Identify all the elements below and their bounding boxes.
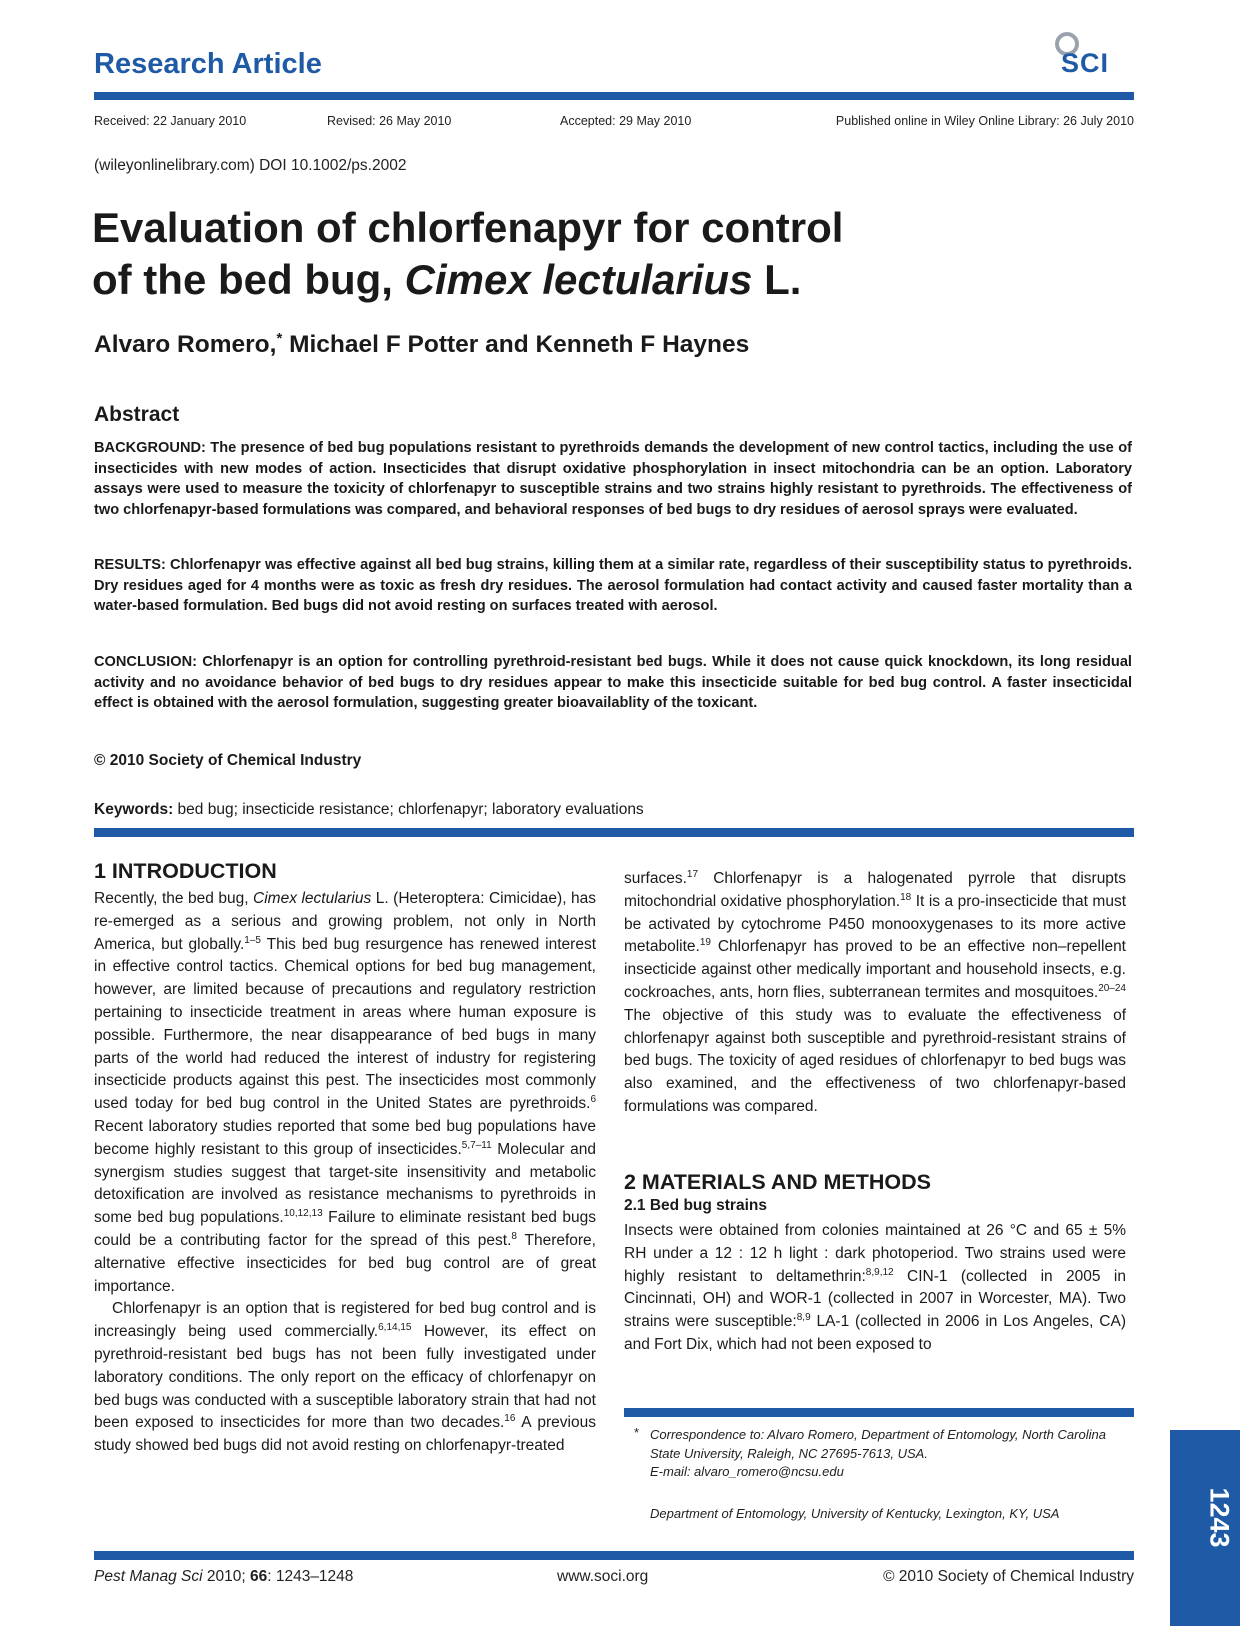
article-type-label: Research Article [94,48,322,80]
keywords-text: bed bug; insecticide resistance; chlorfenapyr; laboratory evaluations [173,801,644,818]
sci-logo [1052,30,1122,82]
abstract-conclusion: CONCLUSION: Chlorfenapyr is an option for controlling pyrethroid-resistant bed bugs. While it does not cause quick knockdown, its long residual activity and no avoidance behavior of bed bugs to dry residues appear to make this insecticide suitable for bed bug control. A faster insecticidal effect is obtained with the aerosol formulation, suggesting greater bioavailablity of the toxicant. [94,654,1132,711]
footnote-marker: * [634,1425,640,1440]
correspondence-text: Correspondence to: Alvaro Romero, Department of Entomology, North Carolina State University, Raleigh, NC 27695-7613, USA. [650,1427,1106,1461]
author-list [94,331,749,359]
page-number-tab [1170,1430,1240,1626]
title-prefix: of the bed bug, [92,256,405,303]
abstract-rule [94,828,1134,837]
author-first: Alvaro Romero, [94,331,277,358]
received-date: Received: 22 January 2010 [94,114,247,128]
affiliation-note: Department of Entomology, University of Kentucky, Lexington, KY, USA [650,1506,1060,1521]
keywords-line [94,801,644,819]
revised-date: Revised: 26 May 2010 [327,114,452,128]
abstract-heading: Abstract [94,403,180,426]
title-species: Cimex lectularius [404,256,753,303]
paper-title [92,202,1092,306]
left-column [94,888,596,1458]
footer-rule [94,1551,1134,1560]
abstract-results: RESULTS: Chlorfenapyr was effective against all bed bug strains, killing them at a similar rate, regardless of their susceptibility status to pyrethroids. Dry residues aged for 4 months were as toxic as fresh dry residues. The aerosol formulation had contact activity and caused faster mortality than a water-based formulation. Bed bugs did not avoid resting on surfaces treated with aerosol. [94,557,1132,614]
intro-paragraph-2: Chlorfenapyr is an option that is registered for bed bug control and is increasingly being used commercially.$^{6,14,15}$ However, its effect on pyrethroid-resistant bed bugs has not been fully investigated under laboratory conditions. The only report on the efficacy of chlorfenapyr on bed bugs was conducted with a susceptible laboratory strain that had not been exposed to insecticides for more than two decades.$^{16}$ A previous study showed bed bugs did not avoid resting on chlorfenapyr-treated [94,1300,596,1455]
correspondence-mark: * [276,329,283,347]
intro-paragraph-1: Recently, the bed bug, Cimex lectularius L. (Heteroptera: Cimicidae), has re-emerged as a serious and growing problem, not only in North America, but globally.$^{1-5}$ This bed bug resurgence has renewed interest in effective control tactics. Chemical options for bed bug management, however, are limited because of precautions and regulatory restriction pertaining to insecticide treatment in areas where human exposure is possible. Furthermore, the near disappearance of bed bugs in many parts of the world had reduced the interest of industry for registering insecticide products against this pest. The insecticides most commonly used today for bed bug control in the United States are pyrethroids.$^6$ Recent laboratory studies reported that some bed bug populations have become highly resistant to this group of insecticides.$^{5,7-11}$ Molecular and synergism studies suggest that target-site insensitivity and metabolic detoxification are involved as resistance mechanisms to pyrethroids in some bed bug populations.$^{10,12,13}$ Failure to eliminate resistant bed bugs could be a contributing factor for the spread of this pest.$^8$ Therefore, alternative effective insecticides for bed bug control are of great importance. [94,890,596,1295]
published-date: Published online in Wiley Online Library: 26 July 2010 [835,114,1134,128]
journal-volume: 66 [249,1568,268,1585]
keywords-label: Keywords: [94,801,174,818]
footnote-rule [624,1408,1134,1417]
correspondence-note [650,1426,1134,1482]
journal-name: Pest Manag Sci [94,1568,203,1585]
page-number: 1243 [1204,1487,1235,1548]
title-suffix: L. [752,256,802,303]
journal-citation: Pest Manag Sci 2010; 66: 1243–1248 [94,1568,354,1585]
header-rule [94,92,1134,100]
abstract-background: BACKGROUND: The presence of bed bug populations resistant to pyrethroids demands the development of new control tactics, including the use of insecticides with new modes of action. Insecticides that disrupt oxidative phosphorylation in insect mitochondria can be an option. Laboratory assays were used to measure the toxicity of chlorfenapyr to susceptible strains and two strains highly resistant to pyrethroids. The effectiveness of two chlorfenapyr-based formulations was compared, and behavioral responses of bed bugs to dry residues of aerosol sprays were evaluated. [94,440,1132,518]
intro-paragraph-3: surfaces.$^{17}$ Chlorfenapyr is a halogenated pyrrole that disrupts mitochondrial oxidative phosphorylation.$^{18}$ It is a pro-insecticide that must be activated by cytochrome P450 monooxygenases to its more active metabolite.$^{19}$ Chlorfenapyr has proved to be an effective non–repellent insecticide against other medically important and household insects, e.g. cockroaches, ants, horn flies, subterranean termites and mosquitoes.$^{20-24}$ The objective of this study was to evaluate the effectiveness of chlorfenapyr against both susceptible and pyrethroid-resistant strains of bed bugs. The toxicity of aged residues of chlorfenapyr to bed bugs was also examined, and the effectiveness of two chlorfenapyr-based formulations was compared. [624,868,1127,1115]
title-line-1: Evaluation of chlorfenapyr for control [92,204,844,251]
methods-heading: 2 MATERIALS AND METHODS [624,1170,931,1194]
accepted-date: Accepted: 29 May 2010 [560,114,692,128]
correspondence-email[interactable]: E-mail: alvaro_romero@ncsu.edu [650,1464,844,1479]
logo-text: SCI [1061,48,1110,78]
methods-paragraph-1: Insects were obtained from colonies maintained at 26 °C and 65 ± 5% RH under a 12 : 12 h light : dark photoperiod. Two strains used were highly resistant to deltamethrin:$^{8,9,12}$ CIN-1 (collected in 2005 in Cincinnati, OH) and WOR-1 (collected in 2007 in Worcester, MA). Two strains were susceptible:$^{8,9}$ LA-1 (collected in 2006 in Los Angeles, CA) and Fort Dix, which had not been exposed to [624,1222,1126,1353]
footer-copyright: © 2010 Society of Chemical Industry [883,1568,1134,1585]
title-line-2 [92,254,1092,306]
methods-subheading: 2.1 Bed bug strains [624,1197,767,1214]
abstract-copyright: © 2010 Society of Chemical Industry [94,752,362,769]
doi-line: (wileyonlinelibrary.com) DOI 10.1002/ps.2002 [94,157,407,174]
right-column [624,868,1126,1119]
author-rest: Michael F Potter and Kenneth F Haynes [282,331,750,358]
journal-website[interactable]: www.soci.org [557,1568,649,1585]
intro-heading: 1 INTRODUCTION [94,859,277,883]
